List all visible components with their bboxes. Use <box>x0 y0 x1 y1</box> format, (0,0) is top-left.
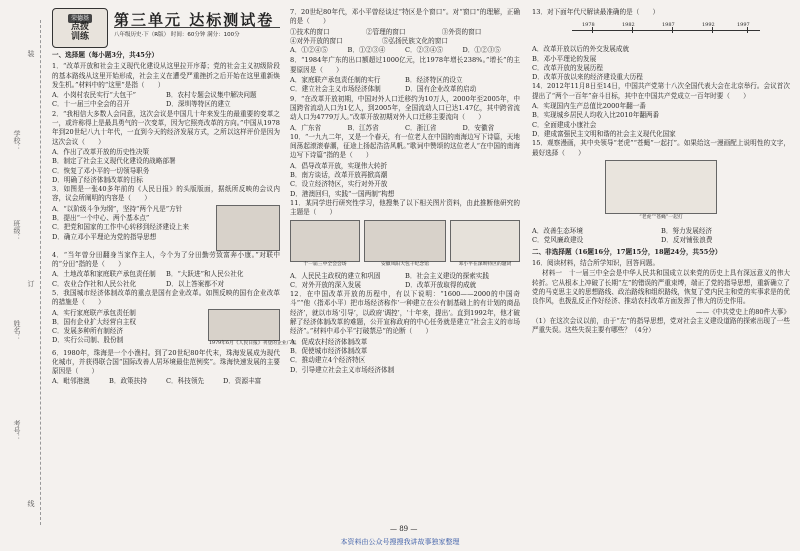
question-4: 4．“当年曾分田翻身当家作主人，今个为了分田勤劳致富奔小康。”对联中的“分田”指的是（ ） <box>52 250 280 269</box>
image-caption: 1979年6月《人民日报》刊登的企业广告 <box>209 341 297 347</box>
option: B．江苏省 <box>347 123 379 132</box>
option: A．促成农村经济体制改革 <box>290 337 368 346</box>
question-7: 7．20世纪80年代，邓小平曾经谈过“特区是个窗口”。对“窗口”的理解，正确的是（ ） <box>290 8 520 26</box>
column-right <box>532 8 790 336</box>
option: D．改革开放以来的经济建设重大历程 <box>532 73 643 82</box>
option: D．深圳等特区的建立 <box>166 100 231 109</box>
question-3: 3．如图是一张40多年前的《人民日报》的头版版面，据纸所反映的会议内容，议会所阐明的内容是（ ） <box>52 185 280 203</box>
option: C．把党和国家的工作中心转移到经济建设上来 <box>52 223 189 232</box>
advert-image <box>208 309 297 347</box>
option: A．倡导改革开放，实现伟大转折 <box>290 161 388 170</box>
option: D．资源丰富 <box>223 377 262 386</box>
question-2: 2．“我相信大多数人会同意，这次会议是中国几十年来发生的最重要的变革之一，或许称得上是最具勇气的一次变革，因为它照亮改革的方向。”中国从1978年到20世纪八九十年代，一直到今天的经济发展方式，之所以这样评价是因为这次会议（ ） <box>52 109 280 146</box>
option: A．①②④⑤ <box>290 46 328 55</box>
option: C．浙江省 <box>405 123 437 132</box>
option: C．恢复了邓小平的一切领导职务 <box>52 166 150 175</box>
exam-id-label: 考号： <box>13 420 21 441</box>
sub-question-1: （1）在这次会议以前，由于“左”的指导思想，党对社会主义建设道路的探索出现了一些严重失误。这些失误主要有哪些？（4分） <box>532 316 790 335</box>
question-8: 8．“1984年广东的出口额超过1000亿元，比1978年增长238%。”增长”的主要原因是（ ） <box>290 56 520 74</box>
options-4 <box>52 270 280 289</box>
school-label: 学校： <box>13 130 21 151</box>
photo-memorial: 安徽凤阳大包干纪念馆 <box>364 220 446 262</box>
option: C．发展多种所有制经济 <box>52 327 123 336</box>
option: C．对外开放的深入发展 <box>290 280 361 289</box>
option: ⑤弘扬民族文化的窗口 <box>382 36 448 45</box>
option: C．改革开放的发展历程 <box>532 63 603 72</box>
option: C．十一届三中全会的召开 <box>52 100 130 109</box>
name-label: 姓名： <box>13 320 21 341</box>
question-10: 10．“一九九二年，又是一个春天，有一位老人在中国的南海边写下诗篇，天地间荡起滚滚春潮，征途上扬起浩浩风帆。”歌词中赞颂的这位老人“在中国的南海边写下诗篇”指的是（ ） <box>290 132 520 160</box>
option: B．提出“一个中心、两个基本点” <box>52 214 150 223</box>
option: D．确立邓小平理论为党的指导思想 <box>52 232 157 241</box>
column-middle <box>290 8 520 375</box>
options-8 <box>290 76 520 95</box>
option: B．社会主义建设的探索实践 <box>405 271 489 280</box>
question-13: 13．对下面年代尺解读最准确的是（ ） <box>532 8 660 16</box>
option: D．引导建立社会主义市场经济体制 <box>290 365 395 374</box>
column-left <box>52 8 297 387</box>
material-1: 材料一 十一届三中全会是中华人民共和国成立以来党的历史上具有深远意义的伟大转折。它从根本上冲破了长期“左”的错误的严重束缚，端正了党的指导思想，重新确立了党的马克思主义的思想路线、政治路线和组织路线，恢复了党内民主和党的实事求是的优良作风，也拨乱反正作好经济、推动农村改革方面发挥了伟大的历史作用。 <box>532 269 790 306</box>
option: B．努力发展经济 <box>661 227 713 236</box>
bind-char-zhuang: 装 <box>27 50 35 57</box>
option: B．邓小平理论的发展 <box>532 54 597 63</box>
option: C．科技领先 <box>166 377 205 386</box>
option: A．改革开放以后的外交发展成就 <box>532 45 630 54</box>
option: ②管理的窗口 <box>365 27 406 36</box>
class-label: 班级： <box>13 220 21 241</box>
question-6: 6．1980年，珠海是一个小渔村。到了20世纪80年代末，珠海发展成为现代化城市，并获得联合国“国际改善人居环境最佳范例奖”。珠海快速发展的主要原因是（ ） <box>52 348 280 376</box>
option: A．小岗村农民实行“大包干” <box>52 91 137 100</box>
page-number: — 89 — <box>390 525 418 533</box>
option: C．建立社会主义市场经济体制 <box>290 85 381 94</box>
option: D．港澳回归，实践“一国两制”构想 <box>290 189 395 198</box>
option: B．政策扶持 <box>109 377 147 386</box>
cartoon-image <box>605 160 717 220</box>
option: D．实行公司制、股份制 <box>52 336 124 345</box>
option: A．作出了改革开放的历史性决策 <box>52 147 150 156</box>
options-11 <box>290 272 520 291</box>
question-1: 1．“改革开放和社会主义现代化建设从这里拉开序幕；党的社会主义初级阶段的基本路线从这里开始形成，社会主义在遭受严重挫折之后开始在这里重新焕发生机。”材料中的“这里”是指（ ） <box>52 62 280 89</box>
option: B．农村专题会议集中解决问题 <box>166 91 257 100</box>
option: A．人民民主政权的建立和巩固 <box>290 271 381 280</box>
option: C．党风廉政建设 <box>532 236 584 245</box>
section-heading-2: 二、非选择题（16题16分，17题15分，18题24分，共55分） <box>532 247 722 256</box>
cartoon-caption: “老虎”“苍蝇”一起打 <box>639 214 683 220</box>
exam-header <box>52 8 280 48</box>
question-14: 14．2012年11月8日至14日，中国共产党第十八次全国代表大会在北京举行。会议首次提出了“两个一百年”奋斗目标，其中在中国共产党成立一百年时要（ ） <box>532 82 790 100</box>
exam-title: 第三单元 达标测试卷 <box>114 16 280 28</box>
option: B．国有企业扩大经营自主权 <box>52 317 136 326</box>
option: B．制定了社会主义现代化建设的战略部署 <box>52 157 176 166</box>
section-heading: 一、选择题（每小题3分，共45分） <box>52 51 159 59</box>
question-9: 9．“在改革开放初期，中国对外人口迁移约为10万人，2000年至2005年，中国跨省流动人口为1亿人，到2005年，全国流动人口已达1.47亿，其中跨省流动人口为4779万人。”改革开放初期对外人口迁移主要流向（ ） <box>290 94 520 122</box>
bind-char-xian: 线 <box>27 500 35 507</box>
option: A．改善生态环境 <box>532 227 583 236</box>
option: C．全面建成小康社会 <box>532 120 597 129</box>
option: A．土地改革和家庭联产承包责任制 <box>52 270 156 279</box>
question-12: 12．在中国改革开放的历程中，有以下说明：“1600——2000的中国奇斗”“他（指邓小平）把市场经济称作‘一种建立在公有制基础上的有计划的商品经济’，就以市场‘引导’，以政府‘调控’，‘十年来，提出’。直到1992年，他才破解了经济体制改革的难题，公开宣称政府的中心任务就是建立“社会主义的市场经济”。”材料中邓小平“打破禁忌”的论断（ ） <box>290 290 520 336</box>
option: B．经济特区的设立 <box>405 76 463 85</box>
option: D．改革开放取得的成就 <box>405 280 477 289</box>
options-15 <box>532 227 790 246</box>
option: A．广东省 <box>290 123 322 132</box>
option: B．南方谈话，改革开放再掀高潮 <box>290 171 388 180</box>
options-1 <box>52 91 280 110</box>
option: D．安徽省 <box>462 123 495 132</box>
option: A．“以阶级斗争为纲”，坚持“两个凡是”方针 <box>52 204 183 213</box>
option: C．②③④⑤ <box>405 46 444 55</box>
option: D．①②③⑤ <box>462 46 501 55</box>
option: C．推动建立4个经济特区 <box>290 356 366 365</box>
option: D．建成富强民主文明和谐的社会主义现代化国家 <box>532 129 676 138</box>
option: D．国有企业改革的启动 <box>405 85 477 94</box>
year-timeline: 1978 1982 1987 1992 1997 <box>532 19 790 41</box>
option: B．实现城乡居民人均收入比2010年翻两番 <box>532 111 660 120</box>
material-source: ——《中共党史上的80件大事》 <box>695 307 790 316</box>
options-9 <box>290 124 520 133</box>
photo-inscription: 邓小平在深圳特区的题词 <box>450 220 520 262</box>
option: A．毗邻港澳 <box>52 377 90 386</box>
option: ④对外开放的窗口 <box>290 36 343 45</box>
brand-logo: 荣德基 点拨 训练 <box>52 8 108 48</box>
options-6 <box>52 377 280 386</box>
option: D．明确了经济体制改革的目标 <box>52 175 144 184</box>
question-16: 16．阅读材料，结合所学知识，回答问题。 <box>532 259 660 268</box>
option: C．农业合作社和人民公社化 <box>52 279 137 288</box>
option: B．①②③④ <box>347 46 386 55</box>
option: D．反对铺张浪费 <box>661 236 713 245</box>
footer-note: 本资料由公众号搜搜我讲故事独家整理 <box>340 538 460 546</box>
options-7 <box>290 28 520 56</box>
option: ①技术的窗口 <box>290 27 330 36</box>
image-row <box>290 220 520 268</box>
question-15: 15．观察漫画，其中央领导“老虎”“苍蝇”一起打”。如果给这一漫画配上说明性的文字，最好选择（ ） <box>532 139 790 157</box>
option: B．促使城市经济体制改革 <box>290 346 368 355</box>
exam-meta: 八年级历史·下（R版） 时间：60分钟 满分：100分 <box>114 32 240 38</box>
option: A．实行家庭联产承包责任制 <box>52 308 136 317</box>
option: C．设立经济特区，实行对外开放 <box>290 180 388 189</box>
option: ③外资的窗口 <box>441 27 482 36</box>
option: A．家庭联产承包责任制的实行 <box>290 76 381 85</box>
binding-margin <box>6 20 41 525</box>
question-5: 5．我国城市经济体制改革的重点是国有企业改革。如图反映的国有企业改革的措施是（ ） <box>52 288 280 307</box>
option: D．以上答案都不对 <box>166 279 225 288</box>
photo-plenum: 十一届三中全会会场 <box>290 220 360 262</box>
option: A．实现国内生产总值比2000年翻一番 <box>532 102 646 111</box>
option: B．“大跃进”和人民公社化 <box>166 270 244 279</box>
bind-char-ding: 订 <box>27 280 35 287</box>
question-11: 11．某同学进行研究性学习，他搜集了以下相关图片资料，由此推断他研究的主题是（ ） <box>290 198 520 217</box>
newspaper-image <box>216 205 280 251</box>
